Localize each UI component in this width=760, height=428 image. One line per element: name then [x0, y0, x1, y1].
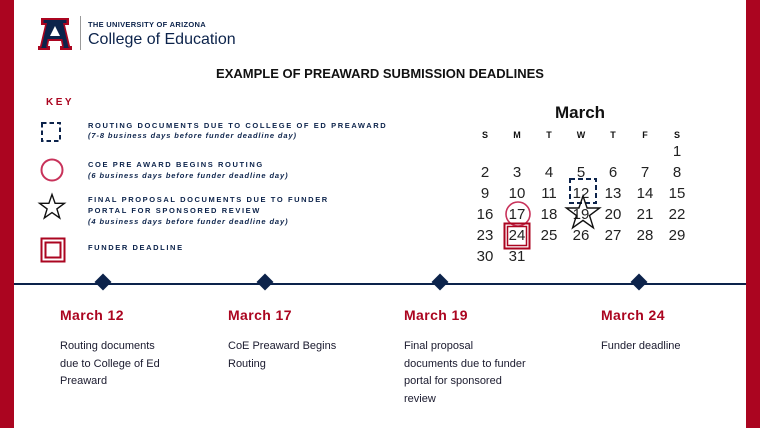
calendar-day: 17: [508, 206, 526, 223]
calendar-day: 2: [480, 164, 490, 181]
college-name: College of Education: [88, 31, 236, 48]
calendar-day: 31: [508, 248, 526, 265]
calendar-day: 23: [476, 227, 494, 244]
timeline-date-march-19: March 19: [404, 307, 468, 323]
timeline-marker-march-19: [432, 274, 449, 291]
calendar-day: 15: [668, 185, 686, 202]
calendar-day: 29: [668, 227, 686, 244]
calendar-day: 5: [576, 164, 586, 181]
left-red-border: [0, 0, 14, 428]
calendar-day: 30: [476, 248, 494, 265]
key-item-routing-note: (7-8 business days before funder deadline day): [88, 131, 297, 140]
dashed-square-icon: [40, 121, 62, 143]
calendar-weekday: S: [673, 130, 680, 140]
calendar-weekday: T: [610, 130, 616, 140]
calendar-day: 1: [672, 143, 682, 160]
timeline-description-march-17: CoE Preaward Begins Routing: [228, 340, 337, 370]
double-square-icon: [40, 237, 66, 263]
key-heading: KEY: [46, 97, 75, 108]
key-item-final-title: FINAL PROPOSAL DOCUMENTS DUE TO FUNDER: [88, 195, 329, 204]
calendar-day: 9: [480, 185, 490, 202]
right-red-border: [746, 0, 760, 428]
calendar-day: 25: [540, 227, 558, 244]
calendar-day: 22: [668, 206, 686, 223]
calendar-day: 7: [640, 164, 650, 181]
calendar-day: 16: [476, 206, 494, 223]
calendar-day: 27: [604, 227, 622, 244]
key-item-funder-title: FUNDER DEADLINE: [88, 243, 184, 252]
calendar-day: 10: [508, 185, 526, 202]
calendar-day: 18: [540, 206, 558, 223]
logo-divider: [80, 16, 81, 50]
key-item-final-title-line2: PORTAL FOR SPONSORED REVIEW: [88, 206, 261, 215]
calendar-day: 11: [541, 185, 557, 202]
calendar-day: 20: [604, 206, 622, 223]
calendar-weekday: S: [481, 130, 488, 140]
timeline-description-march-24: Funder deadline: [601, 340, 681, 352]
calendar-day: 28: [636, 227, 654, 244]
timeline-description-march-19: Final proposal documents due to funder portal for sponsored review: [404, 340, 526, 405]
key-item-coe-note: (6 business days before funder deadline day): [88, 171, 289, 180]
timeline-date-march-17: March 17: [228, 307, 292, 323]
calendar-day: 6: [608, 164, 618, 181]
university-name: THE UNIVERSITY OF ARIZONA: [88, 20, 206, 29]
calendar-day: 12: [572, 185, 590, 202]
timeline-marker-march-24: [631, 274, 648, 291]
calendar-weekday: F: [642, 130, 648, 140]
calendar-day: 13: [604, 185, 622, 202]
timeline-description-march-12: Routing documents due to College of Ed Preaward: [60, 340, 160, 387]
calendar-day: 19: [572, 206, 590, 223]
page-title: EXAMPLE OF PREAWARD SUBMISSION DEADLINES: [216, 66, 544, 81]
calendar-day: 8: [672, 164, 682, 181]
calendar-day: 14: [636, 185, 654, 202]
timeline-date-march-12: March 12: [60, 307, 124, 323]
calendar-weekday: W: [576, 130, 586, 140]
key-item-final-note: (4 business days before funder deadline day): [88, 217, 289, 226]
circle-icon: [40, 158, 64, 182]
key-item-routing-title: ROUTING DOCUMENTS DUE TO COLLEGE OF ED PREAWARD: [88, 121, 388, 130]
calendar-day: 4: [544, 164, 554, 181]
calendar-day: 26: [572, 227, 590, 244]
key-item-coe-title: COE PRE AWARD BEGINS ROUTING: [88, 160, 264, 169]
calendar-weekday: M: [513, 130, 521, 140]
calendar-weekday: T: [546, 130, 552, 140]
timeline-marker-march-12: [95, 274, 112, 291]
timeline-marker-march-17: [257, 274, 274, 291]
calendar-month: March: [555, 103, 606, 122]
calendar-day: 21: [636, 206, 654, 223]
logo-letter: A: [55, 6, 56, 7]
star-icon: [38, 193, 66, 221]
calendar-day: 24: [508, 227, 526, 244]
calendar-day: 3: [512, 164, 522, 181]
university-logo-icon: [38, 6, 72, 50]
timeline-date-march-24: March 24: [601, 307, 665, 323]
